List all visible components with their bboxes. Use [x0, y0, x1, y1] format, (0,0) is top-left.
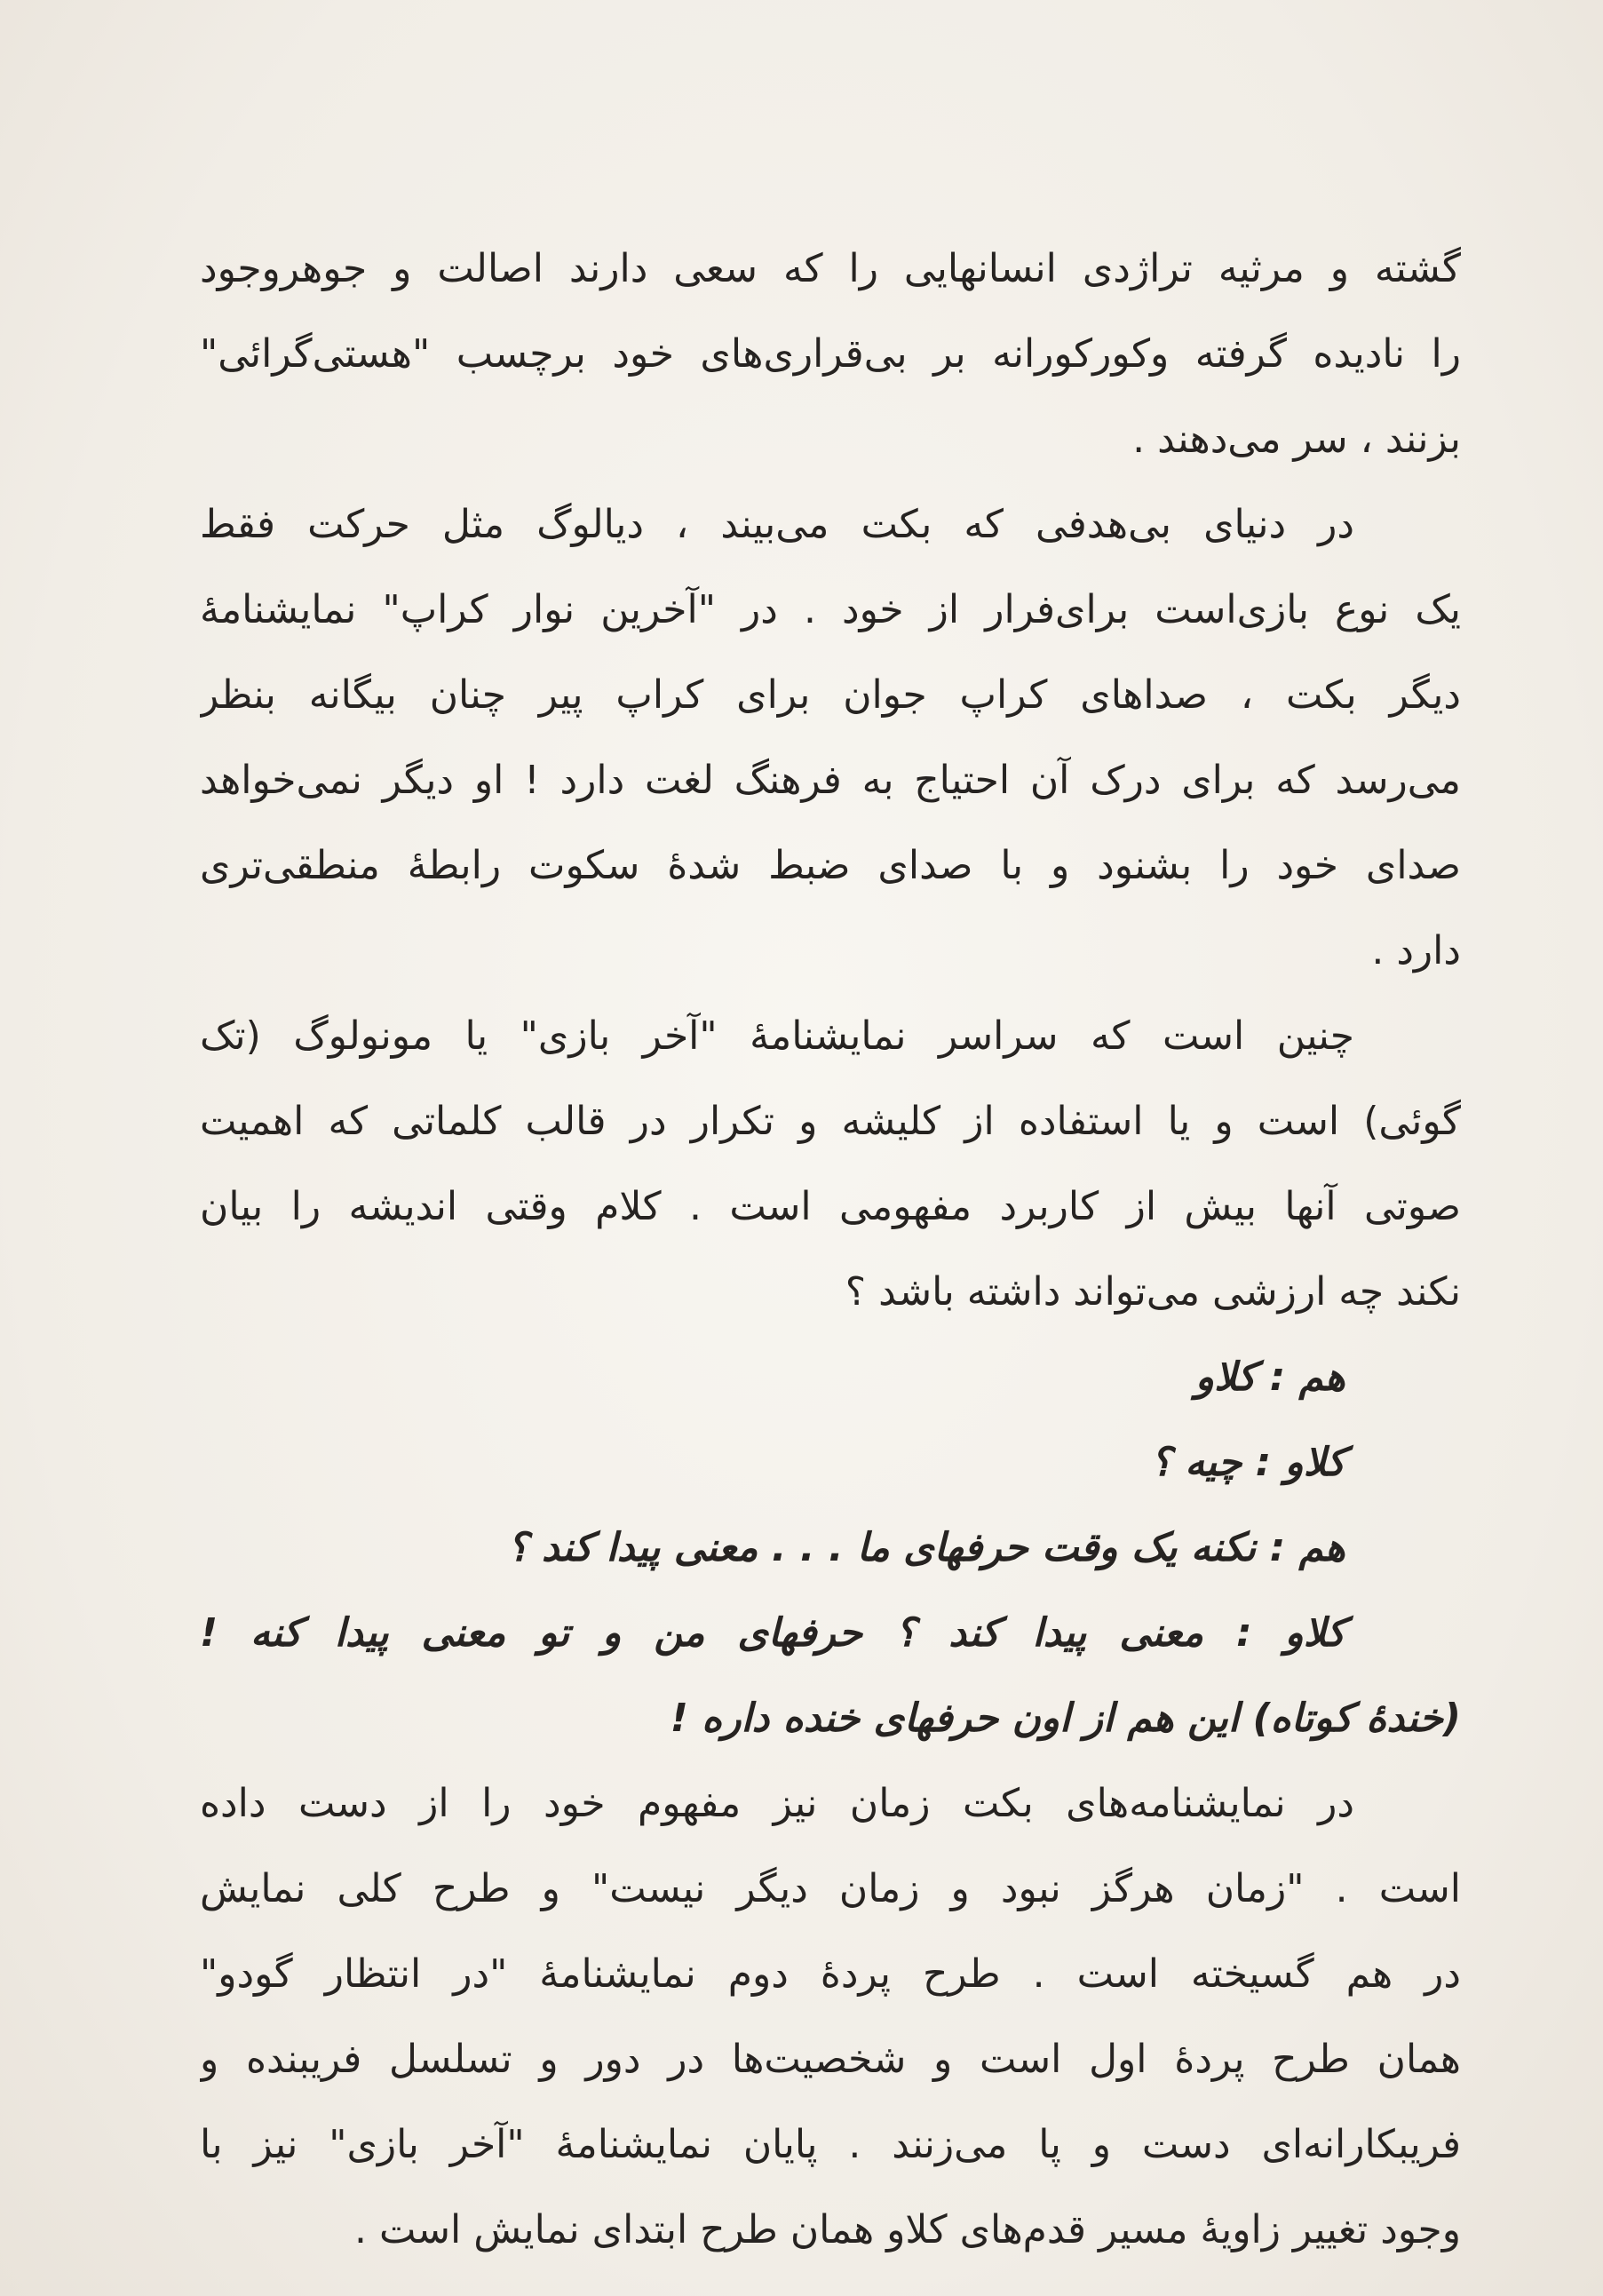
text-line: را نادیده گرفته وکورکورانه بر بی‌قراری‌های خود برچسب "هستی‌گرائی": [200, 331, 1461, 377]
paragraph-3: [200, 994, 1461, 1335]
text-line: همان طرح پردهٔ اول است و شخصیت‌ها در دور و تسلسل فریبنده و: [200, 2037, 1461, 2082]
dialogue-line: کلاو : معنی پیدا کند ؟ حرفهای من و تو معنی پیدا کنه !: [200, 1610, 1345, 1656]
dialogue-line: هم : کلاو: [1194, 1355, 1345, 1400]
text-line: گوئی) است و یا استفاده از کلیشه و تکرار در قالب کلماتی که اهمیت: [200, 1099, 1461, 1144]
paragraph-2: [200, 482, 1461, 994]
text-line: دارد .: [1371, 928, 1461, 973]
dialogue-line: کلاو : چیه ؟: [1150, 1440, 1345, 1485]
dialogue-excerpt: [200, 1335, 1461, 1761]
dialogue-line: (خندهٔ کوتاه) این هم از اون حرفهای خنده داره !: [670, 1696, 1461, 1741]
text-line: وجود تغییر زاویهٔ مسیر قدم‌های کلاو همان طرح ابتدای نمایش است .: [353, 2207, 1461, 2252]
text-line: بزنند ، سر می‌دهند .: [1132, 417, 1461, 462]
text-line: صوتی آنها بیش از کاربرد مفهومی است . کلام وقتی اندیشه را بیان: [200, 1184, 1461, 1229]
text-line: در دنیای بی‌هدفی که بکت می‌بیند ، دیالوگ مثل حرکت فقط: [200, 502, 1354, 547]
text-line: یک نوع بازی‌است برای‌فرار از خود . در "آخرین نوار کراپ" نمایشنامهٔ: [200, 587, 1461, 632]
text-line: دیگر بکت ، صداهای کراپ جوان برای کراپ پیر چنان بیگانه بنظر: [200, 672, 1461, 718]
text-line: است . "زمان هرگز نبود و زمان دیگر نیست" و طرح کلی نمایش: [200, 1866, 1461, 1911]
dialogue-line: هم : نکنه یک وقت حرفهای ما . . . معنی پیدا کند ؟: [507, 1525, 1345, 1570]
text-line: در نمایشنامه‌های بکت زمان نیز مفهوم خود را از دست داده: [200, 1781, 1354, 1826]
text-line: فریبکارانه‌ای دست و پا می‌زنند . پایان نمایشنامهٔ "آخر بازی" نیز با: [200, 2122, 1461, 2167]
text-line: نکند چه ارزشی می‌تواند داشته باشد ؟: [845, 1269, 1461, 1315]
paragraph-1: [200, 226, 1461, 482]
text-line: گشته و مرثیه تراژدی انسانهایی را که سعی دارند اصالت و جوهروجود: [200, 246, 1461, 291]
body-text: [200, 226, 1461, 2273]
text-line: در هم گسیخته است . طرح پردهٔ دوم نمایشنامهٔ "در انتظار گودو": [200, 1951, 1461, 1997]
text-line: چنین است که سراسر نمایشنامهٔ "آخر بازی" یا مونولوگ (تک: [200, 1013, 1354, 1059]
text-line: می‌رسد که برای درک آن احتیاج به فرهنگ لغت دارد ! او دیگر نمی‌خواهد: [200, 758, 1461, 803]
text-line: صدای خود را بشنود و با صدای ضبط شدهٔ سکوت رابطهٔ منطقی‌تری: [200, 843, 1461, 888]
paragraph-4: [200, 1761, 1461, 2273]
